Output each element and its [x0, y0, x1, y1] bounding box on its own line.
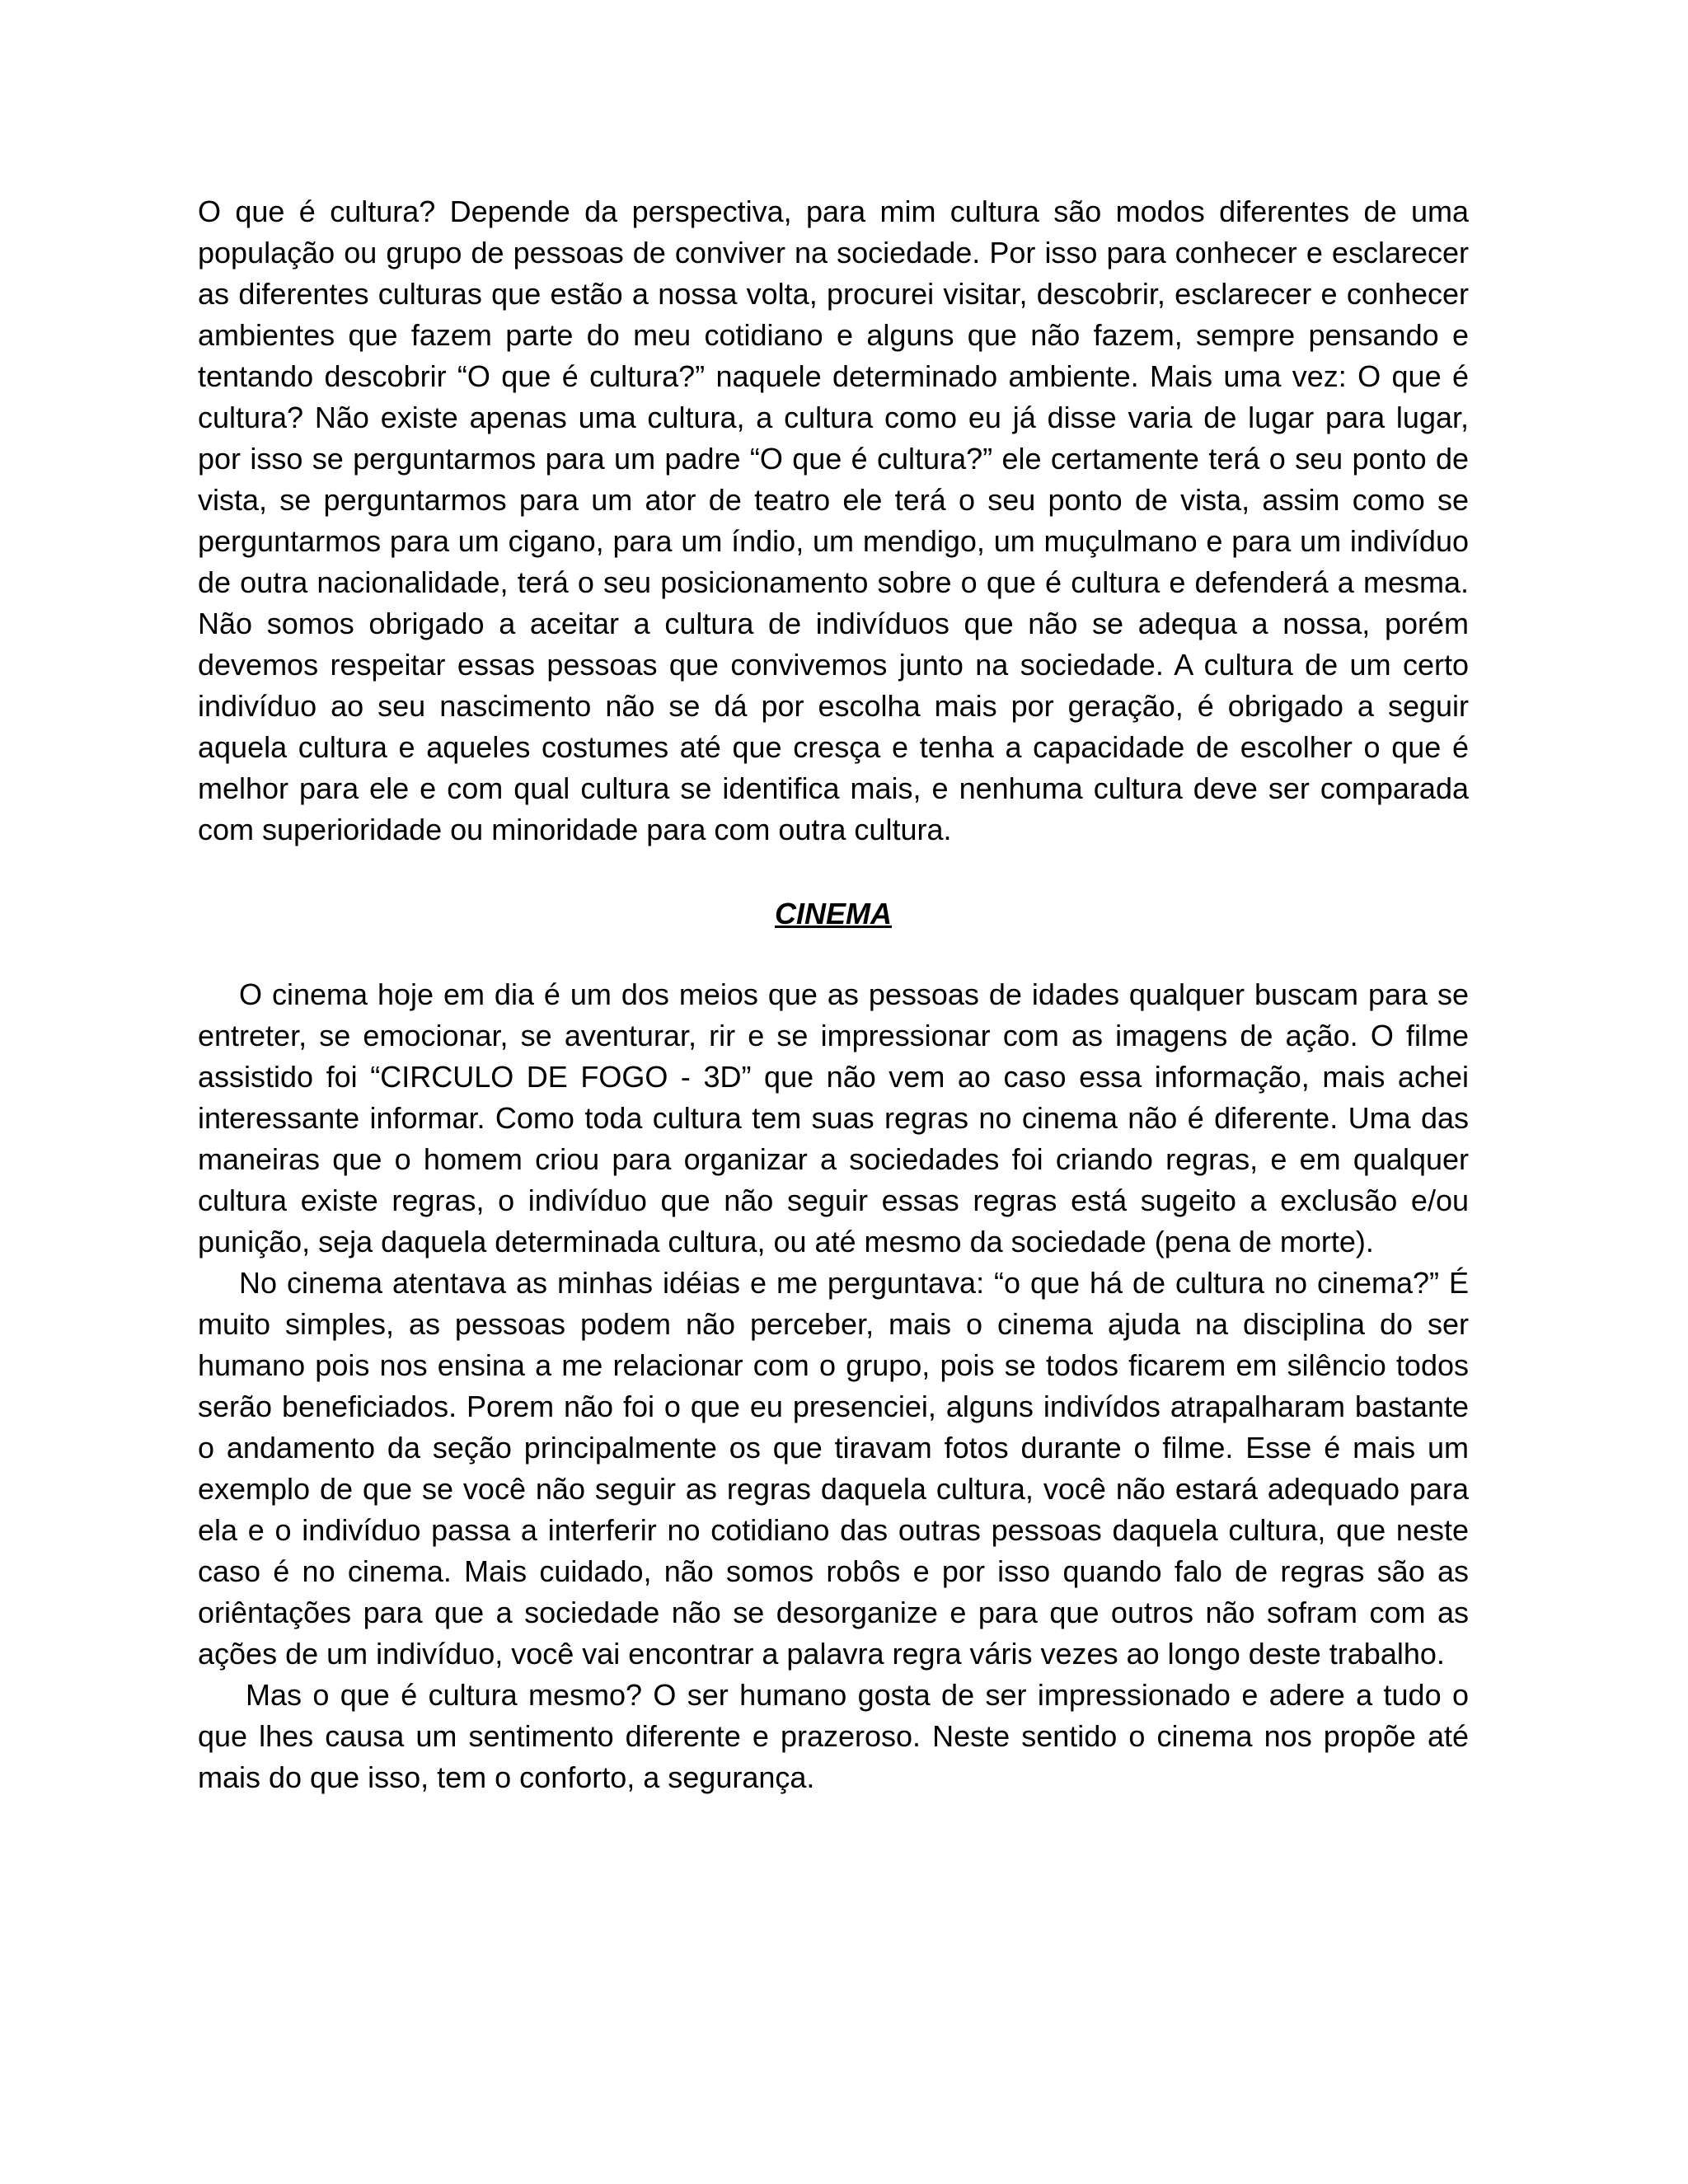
cinema-paragraph-3: Mas o que é cultura mesmo? O ser humano gosta de ser impressionado e adere a tudo o que lhes causa um sentimento diferente e prazeroso. Neste sentido o cinema nos propõe até mais do que isso, tem o conforto, a segurança.: [198, 1678, 1469, 1794]
intro-paragraph: O que é cultura? Depende da perspectiva, para mim cultura são modos diferentes de uma população ou grupo de pessoas de conviver na sociedade. Por isso para conhecer e esclarecer as diferentes culturas que estão a nossa volta, procurei visitar, descobrir, esclarecer e conhecer ambientes que fazem parte do meu cotidiano e alguns que não fazem, sempre pensando e tentando descobrir “O que é cultura?” naquele determinado ambiente. Mais uma vez: O que é cultura? Não existe apenas uma cultura, a cultura como eu já disse varia de lugar para lugar, por isso se perguntarmos para um padre “O que é cultura?” ele certamente terá o seu ponto de vista, se perguntarmos para um ator de teatro ele terá o seu ponto de vista, assim como se perguntarmos para um cigano, para um índio, um mendigo, um muçulmano e para um indivíduo de outra nacionalidade, terá o seu posicionamento sobre o que é cultura e defenderá a mesma. Não somos obrigado a aceitar a cultura de indivíduos que não se adequa a nossa, porém devemos respeitar essas pessoas que convivemos junto na sociedade. A cultura de um certo indivíduo ao seu nascimento não se dá por escolha mais por geração, é obrigado a seguir aquela cultura e aqueles costumes até que cresça e tenha a capacidade de escolher o que é melhor para ele e com qual cultura se identifica mais, e nenhuma cultura deve ser comparada com superioridade ou minoridade para com outra cultura.: [198, 194, 1469, 846]
cinema-paragraph-1: O cinema hoje em dia é um dos meios que as pessoas de idades qualquer buscam para se entreter, se emocionar, se aventurar, rir e se impressionar com as imagens de ação. O filme assistido foi “CIRCULO DE FOGO - 3D” que não vem ao caso essa informação, mais achei interessante informar. Como toda cultura tem suas regras no cinema não é diferente. Uma das maneiras que o homem criou para organizar a sociedades foi criando regras, e em qualquer cultura existe regras, o indivíduo que não seguir essas regras está sugeito a exclusão e/ou punição, seja daquela determinada cultura, ou até mesmo da sociedade (pena de morte).: [198, 977, 1469, 1258]
cinema-paragraph-2: No cinema atentava as minhas idéias e me perguntava: “o que há de cultura no cinema?” É muito simples, as pessoas podem não perceber, mais o cinema ajuda na disciplina do ser humano pois nos ensina a me relacionar com o grupo, pois se todos ficarem em silêncio todos serão beneficiados. Porem não foi o que eu presenciei, alguns indivídos atrapalharam bastante o andamento da seção principalmente os que tiravam fotos durante o filme. Esse é mais um exemplo de que se você não seguir as regras daquela cultura, você não estará adequado para ela e o indivíduo passa a interferir no cotidiano das outras pessoas daquela cultura, que neste caso é no cinema. Mais cuidado, não somos robôs e por isso quando falo de regras são as oriêntações para que a sociedade não se desorganize e para que outros não sofram com as ações de um indivíduo, você vai encontrar a palavra regra váris vezes ao longo deste trabalho.: [198, 1266, 1469, 1671]
document-page: [198, 191, 1469, 1798]
section-heading-cinema: CINEMA: [775, 897, 892, 930]
